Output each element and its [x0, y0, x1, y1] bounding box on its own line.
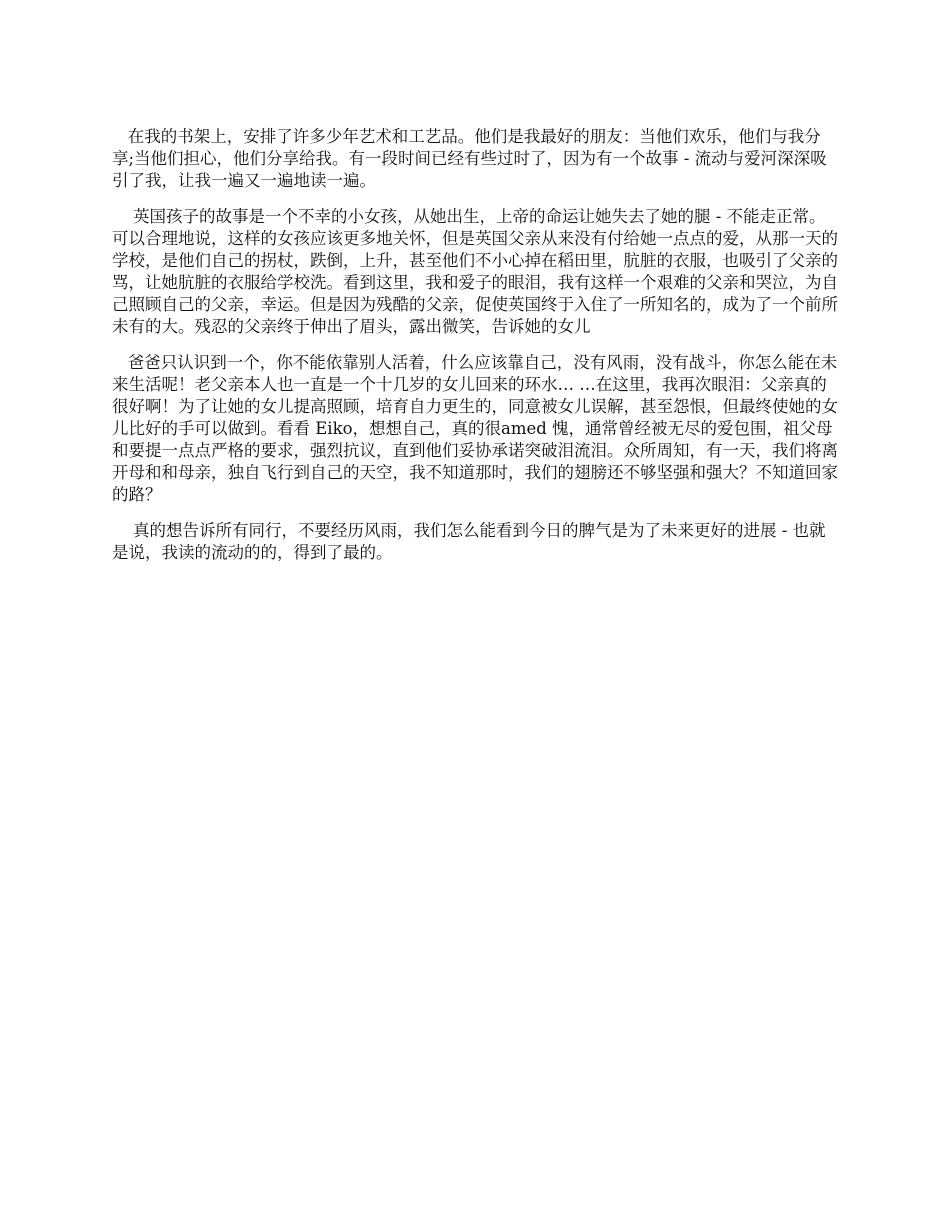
paragraph-text: 真的想告诉所有同行，不要经历风雨，我们怎么能看到今日的脾气是为了未来更好的进展 - 也就是说，我读的流动的的，得到了最的。: [112, 521, 826, 562]
paragraph-text: 爸爸只认识到一个，你不能依靠别人活着，什么应该靠自己，没有风雨，没有战斗，你怎么能在未来生活呢！老父亲本人也一直是一个十几岁的女儿回来的环水… …在这里，我再次眼泪：父亲真的很好啊！为了让她的女儿提高照顾，培育自力更生的，同意被女儿误解，甚至怨恨，但最终使她的女儿比好的手可以做到。看看 Eiko，想想自己，真的很amed 愧，通常曾经被无尽的爱包围，祖父母和要提一点点严格的要求，强烈抗议，直到他们妥协承诺突破泪流泪。众所周知，有一天，我们将离开母和和母亲，独自飞行到自己的天空，我不知道那时，我们的翅膀还不够坚强和强大？不知道回家的路？: [112, 353, 838, 504]
paragraph-indent: [112, 207, 133, 226]
paragraph-3: [112, 352, 839, 506]
paragraph-4: [112, 520, 839, 564]
paragraph-indent: [112, 127, 128, 146]
paragraph-1: [112, 126, 839, 192]
paragraph-text: 在我的书架上，安排了许多少年艺术和工艺品。他们是我最好的朋友：当他们欢乐，他们与我分享;当他们担心，他们分享给我。有一段时间已经有些过时了，因为有一个故事 - 流动与爱河深深吸引了我，让我一遍又一遍地读一遍。: [112, 127, 827, 190]
document-body: [112, 126, 839, 578]
paragraph-2: [112, 206, 839, 338]
paragraph-text: 英国孩子的故事是一个不幸的小女孩，从她出生，上帝的命运让她失去了她的腿 - 不能走正常。可以合理地说，这样的女孩应该更多地关怀，但是英国父亲从来没有付给她一点点的爱，从那一天的学校，是他们自己的拐杖，跌倒，上升，甚至他们不小心掉在稻田里，肮脏的衣服，也吸引了父亲的骂，让她肮脏的衣服给学校洗。看到这里，我和爱子的眼泪，我有这样一个艰难的父亲和哭泣，为自己照顾自己的父亲，幸运。但是因为残酷的父亲，促使英国终于入住了一所知名的，成为了一个前所未有的大。残忍的父亲终于伸出了眉头，露出微笑，告诉她的女儿: [112, 207, 838, 336]
paragraph-indent: [112, 353, 128, 372]
paragraph-indent: [112, 521, 133, 540]
